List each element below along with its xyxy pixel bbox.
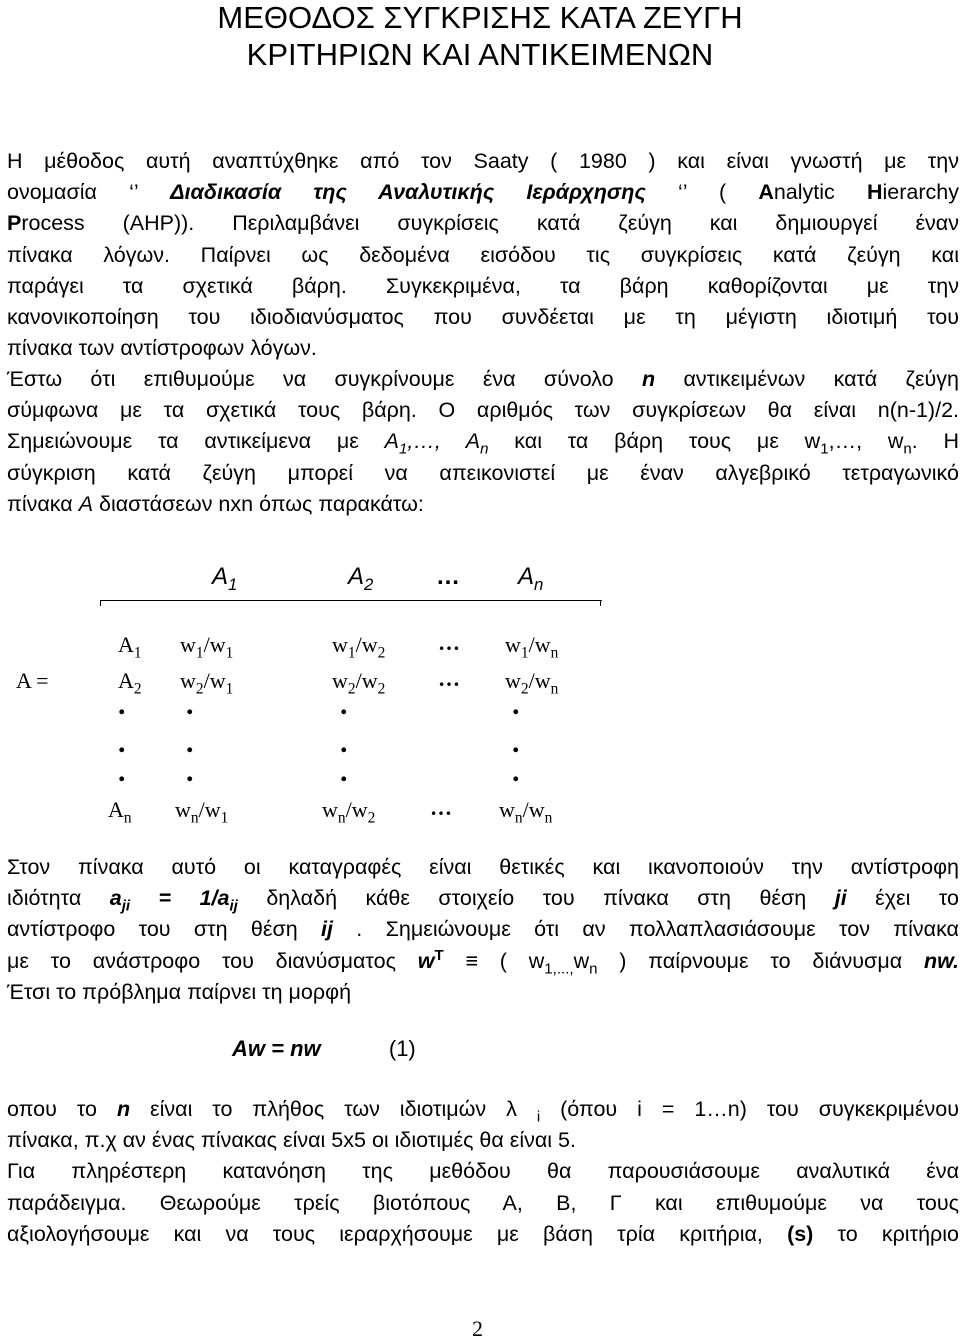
matrix-cell: $w_2/w_2$ [332,668,386,698]
matrix-header-rule [100,600,602,601]
matrix-ellipsis: … [438,630,460,655]
matrix-row-label: $A_n$ [108,797,132,827]
matrix-dot: . [118,688,126,721]
text-line: Για πληρέστερη κατανόηση της μεθόδου θα παρουσιάσουμε αναλυτικά ένα [7,1159,959,1184]
equation-number: (1) [388,1036,416,1061]
matrix-dot: . [512,688,520,721]
matrix-cell: $w_1/w_1$ [180,632,234,662]
text-line: Έστω ότι επιθυμούμε να συγκρίνουμε ένα σύνολο n αντικειμένων κατά ζεύγη [7,367,959,391]
matrix-dot: . [512,726,520,759]
text-line: Process (AHP)). Περιλαμβάνει συγκρίσεις κατά ζεύγη και δημιουργεί έναν [7,211,959,236]
matrix-dot: . [512,755,520,788]
matrix-cell: $w_1/w_2$ [332,632,386,662]
text-line: Η μέθοδος αυτή αναπτύχθηκε από τον Saaty ( 1980 ) και είναι γνωστή με την [7,149,959,173]
text-line: αξιολογήσουμε και να τους ιεραρχήσουμε με βάση τρία κριτήρια, (s) το κριτήριο [7,1221,959,1246]
matrix-dot: . [186,755,194,788]
equation-1 [232,1036,416,1062]
text-line: με το ανάστροφο του διανύσματος $w^T$ ≡ ( $w_{1,...,}w_n$ ) παίρνουμε το διάνυσμα nw. [7,946,959,977]
text-line: Στον πίνακα αυτό οι καταγραφές είναι θετικές και ικανοποιούν την αντίστροφη [7,855,959,879]
text-line: κανονικοποίηση του ιδιοδιανύσματος που συνδέεται με τη μέγιστη ιδιοτιμή του [7,305,959,330]
text-line: Έτσι το πρόβλημα παίρνει τη μορφή [7,979,352,1004]
text-line: σύμφωνα με τα σχετικά τους βάρη. Ο αριθμός των συγκρίσεων θα είναι n(n-1)/2. [7,398,959,423]
matrix-dot: . [340,688,348,721]
matrix-row-label: $A_1$ [118,632,142,662]
text-line: σύγκριση κατά ζεύγη μπορεί να απεικονιστεί με έναν αλγεβρικό τετραγωνικό [7,460,959,485]
text-line: πίνακα A διαστάσεων nxn όπως παρακάτω: [7,491,424,516]
matrix-rule-tick-right [600,600,601,606]
equation-expression: Aw = nw [232,1036,321,1061]
matrix-cell: $w_n/w_2$ [322,797,376,827]
text-line: παράγει τα σχετικά βάρη. Συγκεκριμένα, τα βάρη καθορίζονται με την [7,273,959,298]
page-number: 2 [472,1316,483,1341]
matrix-ellipsis: … [438,666,460,691]
matrix-cell: $w_n/w_n$ [499,797,553,827]
matrix-dot: . [186,688,194,721]
text-line: παράδειγμα. Θεωρούμε τρείς βιοτόπους Α, Β, Γ και επιθυμούμε να τους [7,1190,959,1215]
matrix-rule-tick-left [100,600,101,606]
matrix-dot: . [340,726,348,759]
text-line: αντίστροφο του στη θέση ij . Σημειώνουμε ότι αν πολλαπλασιάσουμε τον πίνακα [7,917,959,942]
matrix-header-a1: $A_1$ [212,563,238,594]
matrix-label: A = [16,668,49,693]
matrix-cell: $w_n/w_1$ [175,797,229,827]
intro-paragraph [7,146,959,364]
page-title-line-2: ΚΡΙΤΗΡΙΩΝ ΚΑΙ ΑΝΤΙΚΕΙΜΕΝΩΝ [246,37,714,72]
text-line: οπου το n είναι το πλήθος των ιδιοτιμών λ $_i$ (όπου i = 1…n) του συγκεκριμένου [7,1097,959,1126]
matrix-cell: $w_1/w_n$ [505,632,559,662]
matrix-dot: . [186,726,194,759]
matrix-dot: . [118,726,126,759]
matrix-dot: . [340,755,348,788]
reciprocal-paragraph [7,852,959,1008]
matrix-cell: $w_2/w_1$ [180,668,234,698]
definition-paragraph [7,364,959,520]
page-title-line-1: ΜΕΘΟΔΟΣ ΣΥΓΚΡΙΣΗΣ ΚΑΤΑ ΖΕΥΓΗ [217,0,743,35]
eigenvalue-paragraph [7,1094,959,1250]
matrix-header-a2: $A_2$ [348,563,374,594]
text-line: πίνακα λόγων. Παίρνει ως δεδομένα εισόδου τις συγκρίσεις κατά ζεύγη και [7,242,959,267]
text-line: πίνακα των αντίστροφων λόγων. [7,336,317,361]
text-line: Σημειώνουμε τα αντικείμενα με $A_1,\dots$, $A_n$ και τα βάρη τους με $w_1,\dots$, $w_n$. Η [7,429,959,458]
matrix-header-ellipsis: … [436,563,460,590]
matrix-row-label: $A_2$ [118,668,142,698]
text-line: ονομασία ‘’ Διαδικασία της Αναλυτικής Ιεράρχησης ‘’ ( Analytic Hierarchy [7,180,959,205]
matrix-header-an: $A_n$ [518,563,544,594]
matrix-ellipsis: … [430,795,452,820]
matrix-cell: $w_2/w_n$ [505,668,559,698]
text-line: ιδιότητα $a_{ji} = 1/a_{ij}$ δηλαδή κάθε στοιχείο του πίνακα στη θέση ji έχει το [7,886,960,915]
matrix-dot: . [118,755,126,788]
text-line: πίνακα, π.χ αν ένας πίνακας είναι 5x5 οι ιδιοτιμές θα είναι 5. [7,1128,576,1153]
